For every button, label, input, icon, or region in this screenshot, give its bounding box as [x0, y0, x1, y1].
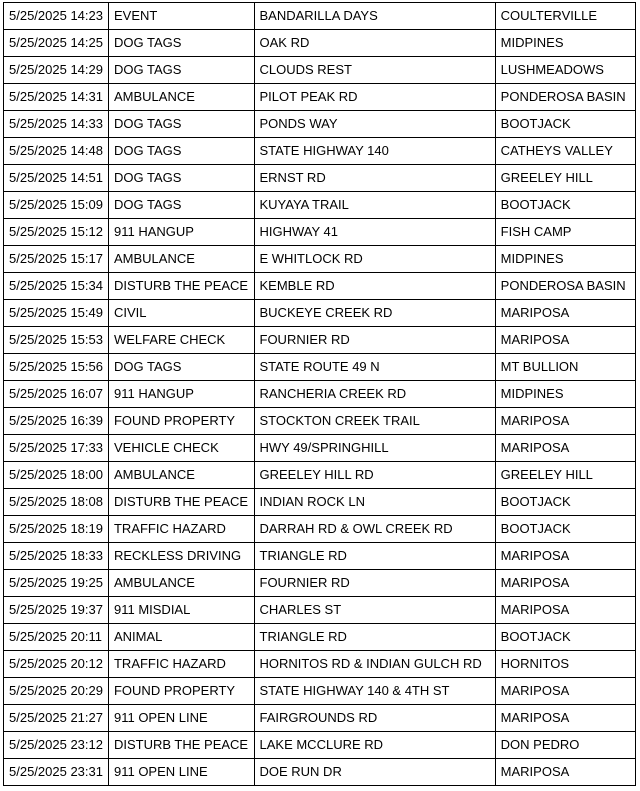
call-type-cell: DOG TAGS	[108, 165, 254, 192]
call-type-cell: AMBULANCE	[108, 462, 254, 489]
datetime-cell: 5/25/2025 14:25	[4, 30, 109, 57]
table-row	[4, 678, 636, 705]
call-type-cell: EVENT	[108, 3, 254, 30]
datetime-cell: 5/25/2025 14:31	[4, 84, 109, 111]
area-cell: CATHEYS VALLEY	[495, 138, 635, 165]
location-cell: CLOUDS REST	[254, 57, 495, 84]
area-cell: BOOTJACK	[495, 624, 635, 651]
call-type-cell: 911 OPEN LINE	[108, 705, 254, 732]
datetime-cell: 5/25/2025 15:34	[4, 273, 109, 300]
datetime-cell: 5/25/2025 14:48	[4, 138, 109, 165]
call-type-cell: DOG TAGS	[108, 111, 254, 138]
datetime-cell: 5/25/2025 15:53	[4, 327, 109, 354]
datetime-cell: 5/25/2025 20:11	[4, 624, 109, 651]
area-cell: GREELEY HILL	[495, 462, 635, 489]
call-type-cell: RECKLESS DRIVING	[108, 543, 254, 570]
table-row	[4, 381, 636, 408]
table-row	[4, 624, 636, 651]
area-cell: MARIPOSA	[495, 435, 635, 462]
table-row	[4, 462, 636, 489]
location-cell: STATE HIGHWAY 140 & 4TH ST	[254, 678, 495, 705]
call-type-cell: AMBULANCE	[108, 246, 254, 273]
table-row	[4, 57, 636, 84]
table-row	[4, 219, 636, 246]
call-type-cell: DOG TAGS	[108, 57, 254, 84]
table-row	[4, 192, 636, 219]
location-cell: CHARLES ST	[254, 597, 495, 624]
area-cell: HORNITOS	[495, 651, 635, 678]
call-type-cell: DISTURB THE PEACE	[108, 273, 254, 300]
call-type-cell: FOUND PROPERTY	[108, 678, 254, 705]
location-cell: FAIRGROUNDS RD	[254, 705, 495, 732]
call-type-cell: 911 HANGUP	[108, 219, 254, 246]
call-type-cell: TRAFFIC HAZARD	[108, 516, 254, 543]
table-row	[4, 3, 636, 30]
location-cell: KEMBLE RD	[254, 273, 495, 300]
area-cell: BOOTJACK	[495, 516, 635, 543]
area-cell: PONDEROSA BASIN	[495, 273, 635, 300]
location-cell: BUCKEYE CREEK RD	[254, 300, 495, 327]
location-cell: KUYAYA TRAIL	[254, 192, 495, 219]
table-row	[4, 516, 636, 543]
datetime-cell: 5/25/2025 18:00	[4, 462, 109, 489]
area-cell: MARIPOSA	[495, 543, 635, 570]
area-cell: GREELEY HILL	[495, 165, 635, 192]
table-row	[4, 597, 636, 624]
table-row	[4, 30, 636, 57]
datetime-cell: 5/25/2025 18:08	[4, 489, 109, 516]
datetime-cell: 5/25/2025 15:56	[4, 354, 109, 381]
table-row	[4, 543, 636, 570]
table-row	[4, 354, 636, 381]
datetime-cell: 5/25/2025 20:29	[4, 678, 109, 705]
area-cell: BOOTJACK	[495, 111, 635, 138]
location-cell: PILOT PEAK RD	[254, 84, 495, 111]
location-cell: HWY 49/SPRINGHILL	[254, 435, 495, 462]
location-cell: FOURNIER RD	[254, 570, 495, 597]
call-type-cell: DOG TAGS	[108, 138, 254, 165]
location-cell: TRIANGLE RD	[254, 543, 495, 570]
table-row	[4, 705, 636, 732]
location-cell: LAKE MCCLURE RD	[254, 732, 495, 759]
datetime-cell: 5/25/2025 18:19	[4, 516, 109, 543]
area-cell: MARIPOSA	[495, 678, 635, 705]
area-cell: MIDPINES	[495, 246, 635, 273]
table-row	[4, 84, 636, 111]
table-row	[4, 489, 636, 516]
table-row	[4, 165, 636, 192]
area-cell: MARIPOSA	[495, 570, 635, 597]
datetime-cell: 5/25/2025 15:09	[4, 192, 109, 219]
datetime-cell: 5/25/2025 16:07	[4, 381, 109, 408]
area-cell: MIDPINES	[495, 30, 635, 57]
location-cell: RANCHERIA CREEK RD	[254, 381, 495, 408]
area-cell: MARIPOSA	[495, 408, 635, 435]
datetime-cell: 5/25/2025 19:37	[4, 597, 109, 624]
area-cell: MARIPOSA	[495, 327, 635, 354]
call-type-cell: 911 HANGUP	[108, 381, 254, 408]
call-type-cell: 911 OPEN LINE	[108, 759, 254, 786]
call-type-cell: DISTURB THE PEACE	[108, 489, 254, 516]
datetime-cell: 5/25/2025 21:27	[4, 705, 109, 732]
call-type-cell: AMBULANCE	[108, 84, 254, 111]
location-cell: PONDS WAY	[254, 111, 495, 138]
datetime-cell: 5/25/2025 19:25	[4, 570, 109, 597]
area-cell: DON PEDRO	[495, 732, 635, 759]
datetime-cell: 5/25/2025 14:51	[4, 165, 109, 192]
call-type-cell: VEHICLE CHECK	[108, 435, 254, 462]
datetime-cell: 5/25/2025 14:29	[4, 57, 109, 84]
datetime-cell: 5/25/2025 14:33	[4, 111, 109, 138]
datetime-cell: 5/25/2025 23:31	[4, 759, 109, 786]
location-cell: STATE HIGHWAY 140	[254, 138, 495, 165]
table-row	[4, 138, 636, 165]
call-log-table	[3, 2, 636, 786]
datetime-cell: 5/25/2025 14:23	[4, 3, 109, 30]
call-type-cell: CIVIL	[108, 300, 254, 327]
call-type-cell: DOG TAGS	[108, 192, 254, 219]
call-type-cell: DOG TAGS	[108, 30, 254, 57]
call-type-cell: ANIMAL	[108, 624, 254, 651]
area-cell: COULTERVILLE	[495, 3, 635, 30]
table-row	[4, 759, 636, 786]
location-cell: STOCKTON CREEK TRAIL	[254, 408, 495, 435]
call-type-cell: AMBULANCE	[108, 570, 254, 597]
area-cell: MARIPOSA	[495, 705, 635, 732]
area-cell: FISH CAMP	[495, 219, 635, 246]
call-type-cell: DOG TAGS	[108, 354, 254, 381]
location-cell: BANDARILLA DAYS	[254, 3, 495, 30]
table-row	[4, 246, 636, 273]
datetime-cell: 5/25/2025 18:33	[4, 543, 109, 570]
table-row	[4, 570, 636, 597]
location-cell: HORNITOS RD & INDIAN GULCH RD	[254, 651, 495, 678]
area-cell: BOOTJACK	[495, 489, 635, 516]
location-cell: E WHITLOCK RD	[254, 246, 495, 273]
table-row	[4, 300, 636, 327]
location-cell: GREELEY HILL RD	[254, 462, 495, 489]
call-log-body	[4, 3, 636, 786]
location-cell: INDIAN ROCK LN	[254, 489, 495, 516]
area-cell: MARIPOSA	[495, 597, 635, 624]
datetime-cell: 5/25/2025 15:49	[4, 300, 109, 327]
datetime-cell: 5/25/2025 15:12	[4, 219, 109, 246]
table-row	[4, 273, 636, 300]
datetime-cell: 5/25/2025 17:33	[4, 435, 109, 462]
datetime-cell: 5/25/2025 20:12	[4, 651, 109, 678]
table-row	[4, 111, 636, 138]
location-cell: STATE ROUTE 49 N	[254, 354, 495, 381]
datetime-cell: 5/25/2025 15:17	[4, 246, 109, 273]
call-type-cell: 911 MISDIAL	[108, 597, 254, 624]
table-row	[4, 408, 636, 435]
location-cell: FOURNIER RD	[254, 327, 495, 354]
area-cell: MT BULLION	[495, 354, 635, 381]
datetime-cell: 5/25/2025 16:39	[4, 408, 109, 435]
area-cell: BOOTJACK	[495, 192, 635, 219]
call-type-cell: WELFARE CHECK	[108, 327, 254, 354]
call-type-cell: FOUND PROPERTY	[108, 408, 254, 435]
table-row	[4, 732, 636, 759]
location-cell: HIGHWAY 41	[254, 219, 495, 246]
area-cell: MIDPINES	[495, 381, 635, 408]
location-cell: DOE RUN DR	[254, 759, 495, 786]
table-row	[4, 435, 636, 462]
location-cell: OAK RD	[254, 30, 495, 57]
area-cell: MARIPOSA	[495, 300, 635, 327]
datetime-cell: 5/25/2025 23:12	[4, 732, 109, 759]
area-cell: PONDEROSA BASIN	[495, 84, 635, 111]
call-type-cell: DISTURB THE PEACE	[108, 732, 254, 759]
area-cell: LUSHMEADOWS	[495, 57, 635, 84]
table-row	[4, 651, 636, 678]
area-cell: MARIPOSA	[495, 759, 635, 786]
location-cell: TRIANGLE RD	[254, 624, 495, 651]
location-cell: DARRAH RD & OWL CREEK RD	[254, 516, 495, 543]
call-type-cell: TRAFFIC HAZARD	[108, 651, 254, 678]
table-row	[4, 327, 636, 354]
location-cell: ERNST RD	[254, 165, 495, 192]
